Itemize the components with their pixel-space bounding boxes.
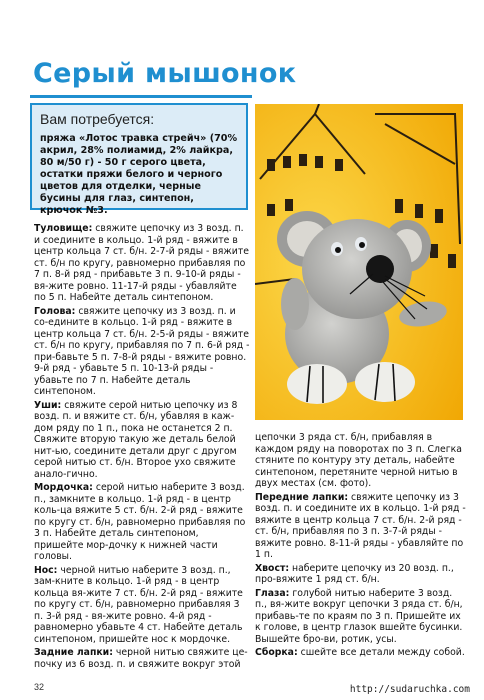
source-url[interactable]: http://sudaruchka.com	[349, 684, 470, 695]
section-text: свяжите цепочку из 3 возд. п. и со-едините в кольцо. 1-й ряд - вяжите в центр кольца 7 ст. б/н. 2-5-й ряды - вяжите ст. б/н по кругу, прибавляя по 7 п. 6-й ряд - при-бавьте 5 п. 7-8-й ряды - вяжите ровно. 9-й ряд - убавьте 5 п. 10-13-й ряды - убавьте по 7 п. Набейте деталь синтепоном.	[34, 305, 250, 397]
section-text: свяжите серой нитью цепочку из 8 возд. п. и вяжите ст. б/н, убавляя в каж-дом ряду по 1 п., пока не останется 2 п. Свяжите вторую такую же деталь белой нит-ью, соедините детали друг с другом серой нитью ст. б/н. Второе ухо свяжите анало-гично.	[34, 399, 238, 480]
section-text: цепочки 3 ряда ст. б/н, прибавляя в каждом ряду на поворотах по 3 п. Слегка стяните по контуру эту деталь, набейте синтепоном, перетяните черной нитью в двух местах (см. фото).	[255, 432, 462, 489]
section-label: Уши:	[34, 399, 62, 411]
section-label: Мордочка:	[34, 482, 93, 493]
section-label: Сборка:	[255, 647, 298, 658]
instructions-left-column	[34, 223, 250, 672]
materials-text: пряжа «Лотос травка стрейч» (70% акрил, 28% полиамид, 2% лайкра, 80 м/50 г) - 50 г серого цвета, остатки пряжи белого и черного цветов для отделки, черные бусины для глаз, синтепон, крючок №3.	[40, 133, 238, 216]
section-label: Глаза:	[255, 587, 290, 599]
section-text: серой нитью наберите 3 возд. п., замкните в кольцо. 1-й ряд - в центр коль-ца вяжите 5 ст. б/н. 2-й ряд - вяжите по кругу ст. б/н, равномерно прибавляя по 3 п. Набейте деталь синтепоном, пришейте мор-дочку к нижней части головы.	[34, 482, 246, 562]
section-body	[34, 223, 250, 304]
page-title: Серый мышонок	[33, 58, 297, 89]
materials-box	[30, 103, 248, 216]
section-eyes	[255, 588, 467, 646]
section-label: Нос:	[34, 564, 58, 576]
section-muzzle	[34, 482, 250, 563]
section-ears	[34, 400, 250, 481]
section-hind-paws	[34, 647, 250, 670]
section-label: Голова:	[34, 305, 76, 317]
mouse-toy-photo	[255, 104, 463, 420]
section-nose	[34, 565, 250, 646]
section-hind-paws-cont	[255, 432, 467, 490]
section-text: наберите цепочку из 20 возд. п., про-вяжите 1 ряд ст. б/н.	[255, 562, 454, 585]
section-label: Туловище:	[34, 223, 93, 234]
section-front-paws	[255, 492, 467, 561]
section-tail	[255, 563, 467, 586]
section-text: черной нитью свяжите це-почку из 6 возд. п. и свяжите вокруг этой	[34, 647, 248, 670]
section-assembly	[255, 647, 467, 659]
section-label: Задние лапки:	[34, 647, 113, 658]
section-text: сшейте все детали между собой.	[297, 647, 465, 658]
section-head	[34, 306, 250, 398]
materials-heading: Вам потребуется:	[40, 111, 155, 127]
title-underline	[30, 95, 252, 98]
section-text: голубой нитью наберите 3 возд. п., вя-жите вокруг цепочки 3 ряда ст. б/н, прибавь-те по краям по 3 п. Пришейте их к голове, в центр глазок вшейте бусинки. Вышейте бро-ви, ротик, усы.	[255, 587, 463, 645]
mouse-toy-image	[255, 104, 463, 420]
section-label: Передние лапки:	[255, 491, 349, 503]
section-label: Хвост:	[255, 562, 290, 574]
page-number: 32	[34, 682, 45, 692]
section-text: свяжите цепочку из 3 возд. п. и соедините их в кольцо. 1-й ряд - вяжите в центр кольца 7 ст. б/н. 2-й ряд - ст. б/н, прибавляя по 3 п. 3-7-й ряды - вяжите ровно. 8-11-й ряды - убавляйте по 1 п.	[255, 491, 466, 560]
section-text: свяжите цепочку из 3 возд. п. и соедините в кольцо. 1-й ряд - вяжите в центр кольца 7 ст. б/н. 2-7-й ряды - вяжите ст. б/н по кругу, равномерно прибавляя по 7 п. 8-й ряд - прибавьте 3 п. 9-10-й ряды - вя-жите ровно. 11-17-й ряды - убавляйте по 5 п. Набейте деталь синтепоном.	[34, 223, 249, 303]
instructions-right-column	[255, 432, 467, 661]
section-text: черной нитью наберите 3 возд. п., зам-кните в кольцо. 1-й ряд - в центр кольца вя-жите 7 ст. б/н. 2-й ряд - вяжите по кругу ст. б/н, равномерно прибавляя 3 п. 3-й ряд - вя-жите ровно. 4-й ряд - равномерно убавьте 4 ст. Набейте деталь синтепоном, пришейте нос к мордочке.	[34, 564, 243, 645]
